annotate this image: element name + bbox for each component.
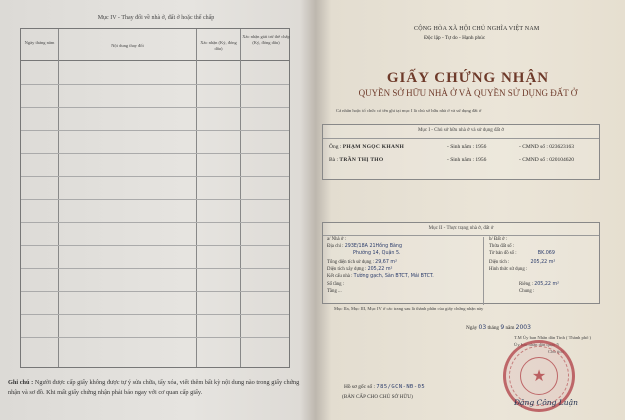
- date-month: 9: [500, 324, 505, 331]
- changes-table: [20, 28, 290, 368]
- col-header-release: Xác nhận giải trừ thế chấp (Ký, đóng dấu): [242, 34, 290, 45]
- right-page: [318, 0, 625, 420]
- house-field: [327, 289, 342, 294]
- owner-2-birth: - Sinh năm : 1956: [447, 157, 487, 163]
- house-heading: a/ Nhà ở :: [327, 237, 346, 242]
- owner-1-birth: - Sinh năm : 1956: [447, 144, 487, 150]
- house-field: [327, 244, 402, 249]
- footnote-label: Ghi chú :: [8, 379, 34, 386]
- table-row: [21, 199, 289, 200]
- field-label: Hình thức sử dụng :: [489, 267, 528, 272]
- col-date: [21, 29, 59, 367]
- land-field: [519, 289, 534, 294]
- col-header-date: Ngày tháng năm: [24, 40, 55, 45]
- star-emblem-icon: ★: [520, 357, 558, 395]
- field-label: Tờ bản đồ số :: [489, 251, 517, 256]
- field-value: 293E/18A 21Hồng Bàng: [344, 244, 403, 249]
- certificate-subtitle: QUYỀN SỞ HỮU NHÀ Ở VÀ QUYỀN SỬ DỤNG ĐẤT Ở: [358, 88, 578, 98]
- field-label: Tầng ...: [327, 289, 342, 294]
- owner-2-id: - CMND số : 020104620: [519, 157, 575, 163]
- field-label: Địa chỉ :: [327, 244, 344, 249]
- field-value: 205,22 m²: [530, 260, 556, 265]
- signer-line-3: Chủ tịch: [548, 349, 564, 354]
- field-value: Tường gạch, Sàn BTCT, Mái BTCT.: [353, 274, 434, 279]
- house-field: [327, 267, 392, 272]
- owner-1-id: - CMND số : 023623163: [519, 144, 575, 150]
- table-row: [21, 245, 289, 246]
- table-row: [21, 337, 289, 338]
- house-field: [353, 251, 401, 256]
- intro-text: Cá nhân hoặc tổ chức có tên ghi tại mục I là chủ sở hữu nhà ở và sử dụng đất ở: [336, 108, 482, 113]
- field-label: Chung :: [519, 289, 535, 294]
- date-day: 03: [478, 324, 487, 331]
- col-confirm: [197, 29, 241, 367]
- field-value: 205,22 m²: [534, 282, 560, 287]
- field-label: Kết cấu nhà :: [327, 274, 353, 279]
- col-release: [241, 29, 291, 367]
- section-iv-title: Mục IV - Thay đổi về nhà ở, đất ở hoặc thế chấp: [97, 15, 215, 21]
- table-row: [21, 130, 289, 131]
- registry-value: 785/GCN-NĐ-05: [376, 384, 426, 390]
- date-year: 2003: [515, 324, 531, 331]
- field-label: Riêng :: [519, 282, 533, 287]
- divider: [323, 138, 599, 139]
- section-property-title: Mục II - Thực trạng nhà ở, đất ở: [428, 226, 494, 231]
- land-field: [489, 260, 555, 265]
- field-label: Thửa đất số :: [489, 244, 515, 249]
- land-field: [489, 267, 527, 272]
- field-value: 205,22 m²: [367, 267, 393, 272]
- house-field: [327, 274, 434, 279]
- field-label: Diện tích :: [489, 260, 510, 265]
- field-label: Số tầng :: [327, 282, 345, 287]
- certificate-title: GIẤY CHỨNG NHẬN: [386, 70, 550, 86]
- column-divider: [483, 237, 484, 305]
- field-value: 29,67 m²: [375, 260, 398, 265]
- owner-1-prefix: Ông :: [329, 144, 342, 150]
- col-header-confirm: Xác nhận (Ký, đóng dấu): [200, 40, 237, 51]
- owner-2: [329, 157, 383, 163]
- reference-line: Mục IIa, Mục III, Mục IV ở các trang sau là thành phần của giấy chứng nhận này: [334, 306, 484, 311]
- issued-note: (BẢN CẤP CHO CHỦ SỞ HỮU): [342, 394, 413, 400]
- motto: Độc lập - Tự do - Hạnh phúc: [424, 35, 486, 41]
- house-field: [327, 282, 344, 287]
- field-value: Phường 14, Quận 5.: [353, 251, 401, 256]
- field-value: BK.069: [537, 251, 555, 256]
- table-row: [21, 268, 289, 269]
- footnote-text: Người được cấp giấy không được tự ý sửa chữa, tẩy xóa, viết thêm bất kỳ nội dung nào trong giấy chứng nhận và sơ đồ. Khi mất giấy chứng nhận phải báo ngay với cơ quan cấp giấy.: [8, 379, 300, 396]
- col-header-content: Nội dung thay đổi: [111, 43, 144, 48]
- left-page: [0, 0, 312, 420]
- land-field: [489, 244, 514, 249]
- section-owners: [322, 124, 600, 180]
- date-month-label: tháng: [487, 325, 500, 331]
- table-row: [21, 84, 289, 85]
- house-field: [327, 260, 397, 265]
- issue-date: [466, 324, 531, 331]
- table-row: [21, 291, 289, 292]
- signature-name: Đặng Công Luận: [514, 398, 578, 407]
- section-owners-title: Mục I - Chủ sở hữu nhà ở và sử dụng đất ở: [417, 128, 505, 133]
- land-field: [489, 251, 555, 256]
- signer-line-1: T.M Ủy ban Nhân dân Tỉnh ( Thành phố ): [514, 335, 592, 340]
- signer-line-2: Ủy ban nhân dân quận 5: [514, 342, 559, 347]
- table-row: [21, 222, 289, 223]
- col-content: [59, 29, 197, 367]
- land-field: [519, 282, 559, 287]
- footnote: [8, 378, 302, 398]
- field-label: Tổng diện tích sử dụng :: [327, 260, 374, 265]
- table-row: [21, 314, 289, 315]
- owner-1: [329, 144, 404, 150]
- section-property: [322, 222, 600, 304]
- divider: [323, 235, 599, 236]
- table-row: [21, 153, 289, 154]
- owner-2-prefix: Bà :: [329, 157, 339, 163]
- date-prefix: Ngày: [466, 325, 478, 331]
- registry-number: [344, 384, 425, 390]
- nation-heading: CỘNG HÒA XÃ HỘI CHỦ NGHĨA VIỆT NAM: [414, 26, 540, 32]
- table-row: [21, 176, 289, 177]
- owner-1-name: PHẠM NGỌC KHANH: [342, 144, 405, 150]
- date-year-label: năm: [505, 325, 515, 331]
- table-row: [21, 107, 289, 108]
- registry-label: Hồ sơ gốc số :: [344, 384, 376, 390]
- land-heading: b/ Đất ở :: [489, 237, 508, 242]
- owner-2-name: TRẦN THỊ THO: [339, 157, 384, 163]
- field-label: Diện tích xây dựng :: [327, 267, 367, 272]
